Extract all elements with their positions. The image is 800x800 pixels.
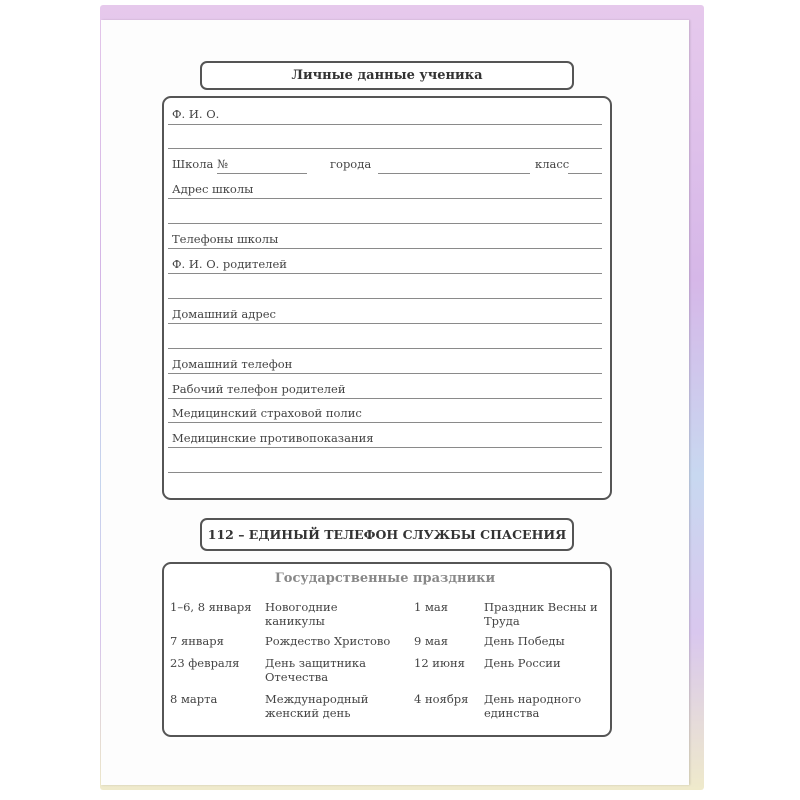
holidays-title: Государственные праздники bbox=[274, 571, 496, 586]
parents-fio-label: Ф. И. О. родителей bbox=[172, 257, 287, 271]
holiday-date: 4 ноября bbox=[414, 692, 469, 706]
form-rule-line bbox=[168, 472, 602, 473]
form-rule-line bbox=[168, 447, 602, 448]
page-title: Личные данные ученика bbox=[200, 61, 574, 90]
form-rule-line bbox=[168, 148, 602, 149]
holiday-date: 12 июня bbox=[414, 656, 465, 670]
holiday-name: Международный женский день bbox=[265, 692, 369, 720]
city-label: города bbox=[330, 157, 372, 171]
holiday-name: Новогодние каникулы bbox=[265, 600, 338, 628]
form-rule-line bbox=[168, 124, 602, 125]
holiday-date: 7 января bbox=[170, 634, 224, 648]
form-rule-line bbox=[378, 173, 530, 174]
form-rule-line bbox=[168, 373, 602, 374]
holiday-name: День Победы bbox=[484, 634, 565, 648]
holiday-name: Рождество Христово bbox=[265, 634, 391, 648]
form-rule-line bbox=[168, 223, 602, 224]
holiday-name: День защитника Отечества bbox=[265, 656, 366, 684]
school-phones-label: Телефоны школы bbox=[172, 232, 279, 246]
form-rule-line bbox=[168, 323, 602, 324]
school-number-label: Школа № bbox=[172, 157, 228, 171]
form-rule-line bbox=[568, 173, 602, 174]
form-rule-line bbox=[168, 398, 602, 399]
holiday-date: 1 мая bbox=[414, 600, 449, 614]
holiday-name: День народного единства bbox=[484, 692, 582, 720]
holiday-date: 1–6, 8 января bbox=[170, 600, 252, 614]
holiday-date: 9 мая bbox=[414, 634, 449, 648]
form-rule-line bbox=[168, 298, 602, 299]
holiday-name: Праздник Весны и Труда bbox=[484, 600, 598, 628]
form-rule-line bbox=[217, 173, 307, 174]
home-address-label: Домашний адрес bbox=[172, 307, 276, 321]
insurance-policy-label: Медицинский страховой полис bbox=[172, 406, 362, 420]
fio-label: Ф. И. О. bbox=[172, 107, 220, 121]
home-phone-label: Домашний телефон bbox=[172, 357, 293, 371]
grade-label: класс bbox=[535, 157, 570, 171]
emergency-phone-banner: 112 – ЕДИНЫЙ ТЕЛЕФОН СЛУЖБЫ СПАСЕНИЯ bbox=[200, 518, 574, 551]
holiday-name: День России bbox=[484, 656, 561, 670]
form-rule-line bbox=[168, 198, 602, 199]
holiday-date: 23 февраля bbox=[170, 656, 240, 670]
holiday-date: 8 марта bbox=[170, 692, 218, 706]
form-rule-line bbox=[168, 348, 602, 349]
contraindications-label: Медицинские противопоказания bbox=[172, 431, 374, 445]
parents-work-phone-label: Рабочий телефон родителей bbox=[172, 382, 346, 396]
school-address-label: Адрес школы bbox=[172, 182, 254, 196]
form-rule-line bbox=[168, 273, 602, 274]
form-rule-line bbox=[168, 248, 602, 249]
form-rule-line bbox=[168, 422, 602, 423]
